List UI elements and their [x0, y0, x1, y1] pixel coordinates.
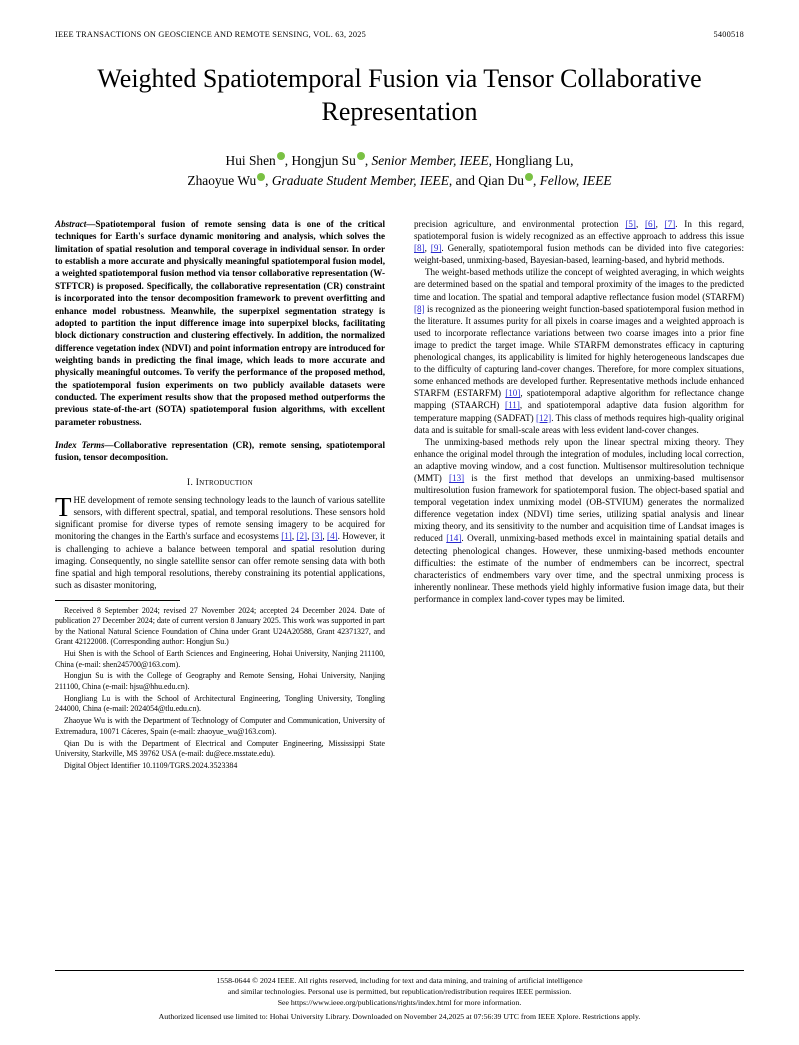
citation-link[interactable]: [1]: [281, 531, 292, 542]
citation-link[interactable]: [12]: [536, 412, 552, 423]
citation-link[interactable]: [3]: [311, 531, 323, 542]
footnote-author-5: Qian Du is with the Department of Electrical and Computer Engineering, Mississippi State University, Starkville, MS 39762 USA (e-mail: du@ece.msstate.edu).: [55, 738, 385, 758]
footnote-author-4: Zhaoyue Wu is with the Department of Technology of Computer and Communication, University of Extremadura, 10071 Cáceres, Spain (e-mail: zhaoyue_wu@163.com).: [55, 716, 385, 736]
footnote-author-3: Hongliang Lu is with the School of Architectural Engineering, Tongling University, Tongling 244000, China (e-mail: 2024054@tlu.edu.cn).: [55, 693, 385, 714]
journal-name: IEEE TRANSACTIONS ON GEOSCIENCE AND REMOTE SENSING, VOL. 63, 2025: [55, 30, 366, 39]
rp2-d: , and spatiotemporal adaptive data fusion algorithm for temperature mapping (SADFAT): [414, 400, 744, 423]
orcid-icon: [525, 173, 533, 181]
author-line-1: [90, 151, 709, 172]
citation-link[interactable]: [4]: [327, 531, 338, 542]
drop-cap: T: [55, 492, 72, 523]
footnotes: [55, 606, 385, 771]
rp1-b: . In this regard, spatiotemporal fusion is widely recognized as an effective approach to address this issue: [414, 219, 745, 242]
citation-link[interactable]: [13]: [449, 472, 465, 483]
citation-link[interactable]: [14]: [446, 533, 462, 544]
right-paragraph-3: [414, 436, 744, 605]
rp2-b: is recognized as the pioneering weight function-based spatiotemporal fusion method in the literature. It assumes purity for all pixels in coarse images and a weighted approach is used to incorporate reflectance variations between two coarse images into a prior fine image to predict the target image. While STARFM demonstrates efficacy in capturing phenological changes, its applicability is limited for highly heterogeneous landscapes due to the difficulty of capturing land-cover changes. Therefore, for more complex situations, some enhanced methods are developed further. Representative methods include enhanced STARFM (ESTARFM): [414, 303, 744, 399]
footer-divider: [55, 970, 744, 971]
footnote-dates: Received 8 September 2024; revised 27 November 2024; accepted 24 December 2024. Date of publication 27 December 2024; date of current version 8 January 2025. This work was supported in part by the National Natural Science Foundation of China under Grant U24A20588, Grant 42371327, and Grant 42122008. (Corresponding author: Hongjun Su.): [55, 605, 385, 647]
footnote-doi: Digital Object Identifier 10.1109/TGRS.2024.3523384: [64, 760, 238, 770]
rp2-e: . This class of methods requires high-quality original data and is suitable for small-scale areas with less evident land-cover changes.: [414, 412, 744, 435]
intro-text-b: . However, it is challenging to achieve a balance between temporal and spatial resolution during imaging. Consequently, no single satellite sensor can offer remote sensing data with both fine spatial and high temporal resolutions, thereby constraining its potential applications, such as disaster monitoring,: [55, 531, 386, 590]
index-terms-lead: Index Terms—: [55, 440, 114, 451]
rp3-c: . Overall, unmixing-based methods excel in maintaining spatial details and detecting phenological changes. However, these unmixing-based methods encounter difficulties: the estimate of the number of endmembers can be incorrect, spectral characteristics of endmembers vary over time, and the spectral unmixing process is inherently nonlinear. These methods yield highly informative fusion image data, but their performance in complex land-cover types may be limited.: [414, 533, 744, 604]
page-title: Weighted Spatiotemporal Fusion via Tensor Collaborative Representation: [97, 64, 702, 127]
rp3-a: The unmixing-based methods rely upon the linear spectral mixing theory. They enhance the original model through the integration of modules, including local correction, an adaptive moving window, and a cost function. Multisensor multiresolution technique (MMT): [414, 436, 744, 483]
two-column-body: [55, 218, 744, 978]
author-sep: ,: [265, 173, 272, 189]
citation-link[interactable]: [8]: [414, 303, 425, 314]
citation-link[interactable]: [7]: [664, 219, 676, 229]
author-hui-shen: Hui Shen: [225, 152, 276, 168]
rights-url-line: See https://www.ieee.org/publications/rights/index.html for more information.: [277, 998, 522, 1008]
copyright-line-1: 1558-0644 © 2024 IEEE. All rights reserved, including for text and data mining, and training of artificial intelligence: [216, 976, 583, 986]
author-membership-2: Graduate Student Member, IEEE: [271, 173, 449, 189]
rp3-b: is the first method that develops an unmixing-based multisensor multiresolution fusion framework for spatiotemporal fusion. The object-based spatial and temporal vegetation index unmixing model (OB-STVIUM) generates the normalized difference vegetation index (NDVI) time series, utilizing spatial analysis and linear mixing theory, and its sensitivity to the number and acquisition time of Landsat images is reduced: [414, 472, 745, 544]
citation-link[interactable]: [8]: [414, 243, 425, 254]
citation-link[interactable]: [10]: [505, 388, 521, 399]
abstract: [55, 218, 385, 428]
citation-link[interactable]: [5]: [625, 219, 636, 229]
footnote-divider: [55, 600, 180, 601]
citation-link[interactable]: [11]: [505, 400, 520, 411]
right-paragraph-1: precision agriculture, and environmental protection [5], [6], [7]. In this regard, spatiotemporal fusion is widely recognized as an effective approach to address this issue [8], [9]. Generally, spatiotemporal fusion methods can be divided into five categories: weight-based, unmixing-based, Bayesian-based, learning-based, and hybrid methods.: [414, 219, 745, 266]
abstract-text: Spatiotemporal fusion of remote sensing data is one of the critical techniques for Earth's surface dynamic monitoring and analysis, which solves the limitation of spatial resolution and temporal coverage in individual sensor. In order to establish a more accurate and physically meaningful spatiotemporal fusion model, a weighted spatiotemporal fusion method via tensor collaborative representation (W-STFTCR) is proposed. Specifically, the collaborative representation (CR) constraint is incorporated into the tensor decomposition framework to prevent overfitting and enhance model robustness. Meanwhile, the superpixel segmentation strategy is adopted to partition the input difference image into superpixel blocks, facilitating block dictionary construction and clustering effectively. In addition, the normalized difference vegetation index (NDVI) and point information entropy are introduced for weighting bands in predicting the final image, which leads to more accurate and physically meaningful outcomes. To verify the performance of the proposed method, the spatiotemporal fusion experiments on two publicly available datasets were conducted. The experiment results show that the proposed method outperforms the previous state-of-the-art (SOTA) spatiotemporal fusion algorithms, with excellent parameter robustness.: [55, 219, 385, 427]
left-column: [55, 218, 385, 773]
rp1-a: precision agriculture, and environmental protection: [414, 219, 626, 229]
download-notice: Authorized licensed use limited to: Hohai University Library. Downloaded on November 24,2025 at 07:56:39 UTC from IEEE Xplore. Restrictions apply.: [158, 1012, 641, 1022]
author-line-2: [90, 171, 709, 192]
orcid-icon: [357, 152, 365, 160]
article-number: 5400518: [713, 30, 744, 39]
index-terms-text: Collaborative representation (CR), remote sensing, spatiotemporal fusion, tensor decomposition.: [55, 440, 385, 463]
citation-link[interactable]: [6]: [644, 219, 656, 229]
right-column: [414, 218, 744, 605]
intro-text-a: HE development of remote sensing technology leads to the launch of various satellite sensors, with different spectral, spatial, and temporal resolutions. These sensors hold significant promise for diverse types of remote sensing imagery to be acquired for monitoring the changes in the Earth's surface and ecosystems: [55, 495, 385, 542]
author-list: [90, 151, 709, 193]
author-membership-3: Fellow, IEEE: [539, 173, 612, 189]
author-membership-1: Senior Member, IEEE: [371, 152, 489, 168]
abstract-lead: Abstract—: [55, 219, 96, 229]
author-hongjun-su: , Hongjun Su: [284, 152, 356, 168]
rp1-c: . Generally, spatiotemporal fusion methods can be divided into five categories: weight-based, unmixing-based, Bayesian-based, learning-based, and hybrid methods.: [414, 243, 744, 266]
citation-link[interactable]: [2]: [296, 531, 308, 542]
footnote-author-2: Hongjun Su is with the College of Geography and Remote Sensing, Hohai University, Nanjing 211100, China (e-mail: hjsu@hhu.edu.cn).: [55, 671, 385, 691]
footnote-author-1: Hui Shen is with the School of Earth Sciences and Engineering, Hohai University, Nanjing 211100, China (e-mail: shen245700@163.com).: [55, 649, 385, 669]
rp2-a: The weight-based methods utilize the concept of weighted averaging, in which weights are determined based on the spatial and temporal proximity of the images to the predicted time and location. The spatial and temporal adaptive reflectance fusion model (STARFM): [414, 267, 744, 302]
orcid-icon: [257, 173, 265, 181]
author-sep: ,: [364, 152, 372, 168]
title-block: [90, 62, 709, 192]
orcid-icon: [277, 152, 285, 160]
rp2-c: , spatiotemporal adaptive algorithm for reflectance change mapping (STAARCH): [414, 388, 744, 411]
section-heading-introduction: I. Introduction: [187, 477, 253, 488]
citation-link[interactable]: [9]: [430, 243, 442, 254]
author-qian-du: , and Qian Du: [448, 173, 524, 189]
index-terms: [55, 439, 385, 464]
running-head: [55, 30, 744, 39]
author-sep: ,: [533, 173, 540, 189]
author-hongliang-lu: , Hongliang Lu,: [488, 152, 574, 168]
right-paragraph-2: [414, 266, 744, 435]
copyright-line-2: and similar technologies. Personal use is permitted, but republication/redistribution requires IEEE permission.: [227, 987, 572, 997]
intro-paragraph-1: THE development of remote sensing technology leads to the launch of various satellite sensors, with different spectral, spatial, and temporal resolutions. These sensors hold significant promise for diverse types of remote sensing imagery to be acquired for monitoring the changes in the Earth's surface and ecosystems [1], [2], [3], [4]. However, it is challenging to achieve a balance between temporal and spatial resolution during imaging. Consequently, no single satellite sensor can offer remote sensing data with both fine spatial and high temporal resolutions, thereby constraining its potential applications, such as disaster monitoring,: [55, 492, 386, 590]
author-zhaoyue-wu: Zhaoyue Wu: [187, 173, 257, 189]
page-footer: [55, 970, 744, 1023]
